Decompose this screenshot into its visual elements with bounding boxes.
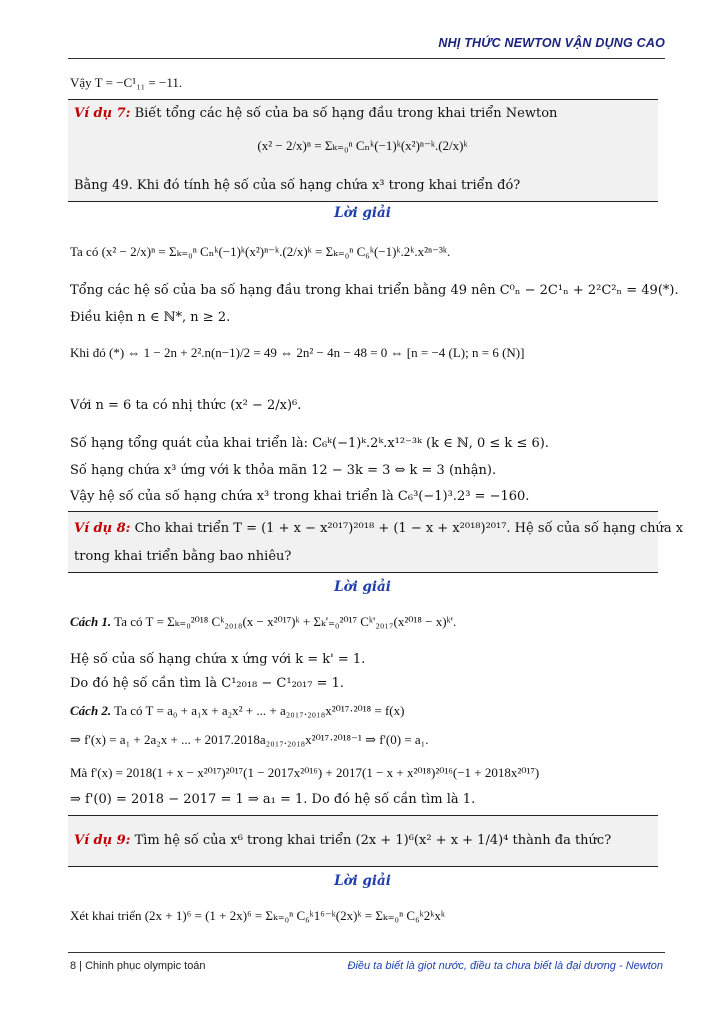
- header-rule: [68, 58, 665, 59]
- text-line: Tổng các hệ số của ba số hạng đầu trong khai triển bằng 49 nên C⁰ₙ − 2C¹ₙ + 2²C²ₙ = 49(*).: [70, 283, 679, 298]
- footer-quote: Điều ta biết là giọt nước, điều ta chưa biết là đại dương - Newton: [347, 960, 663, 972]
- text-line: Số hạng tổng quát của khai triển là: C₆ᵏ(−1)ᵏ.2ᵏ.x¹²⁻³ᵏ (k ∈ ℕ, 0 ≤ k ≤ 6).: [70, 436, 549, 451]
- text-line: Vậy T = −C¹₁₁ = −11.: [70, 75, 183, 90]
- method-2-line: Cách 2. Ta có T = a₀ + a₁x + a₂x² + ... + a₂₀₁₇.₂₀₁₈x²⁰¹⁷·²⁰¹⁸ = f(x): [70, 703, 405, 718]
- text-line: Do đó hệ số cần tìm là C¹₂₀₁₈ − C¹₂₀₁₇ = 1.: [70, 676, 344, 691]
- example-9-box: [68, 815, 658, 867]
- solution-title: Lời giải: [334, 205, 391, 221]
- example-8-box: [68, 511, 684, 573]
- text-line: Với n = 6 ta có nhị thức (x² − 2/x)⁶.: [70, 398, 302, 413]
- method-1-line: Cách 1. Ta có T = Σₖ₌₀²⁰¹⁸ Cᵏ₂₀₁₈(x − x²⁰¹⁷)ᵏ + Σₖ'₌₀²⁰¹⁷ Cᵏ'₂₀₁₇(x²⁰¹⁸ − x)ᵏ'.: [70, 614, 457, 629]
- example-9-statement: Ví dụ 9: Tìm hệ số của x⁶ trong khai triển (2x + 1)⁶(x² + x + 1/4)⁴ thành đa thức?: [74, 833, 612, 848]
- text-line: Xét khai triển (2x + 1)⁶ = (1 + 2x)⁶ = Σₖ₌₀ⁿ C₆ᵏ1⁶⁻ᵏ(2x)ᵏ = Σₖ₌₀ⁿ C₆ᵏ2ᵏxᵏ: [70, 908, 445, 923]
- example-7-formula: (x² − 2/x)ⁿ = Σₖ₌₀ⁿ Cₙᵏ(−1)ᵏ(x²)ⁿ⁻ᵏ.(2/x)ᵏ: [257, 138, 468, 153]
- solution-title: Lời giải: [334, 579, 391, 595]
- text-line: Khi đó (*) ⇔ 1 − 2n + 2².n(n−1)/2 = 49 ⇔ 2n² − 4n − 48 = 0 ⇔ [n = −4 (L); n = 6 (N)]: [70, 345, 525, 360]
- example-7-label: Ví dụ 7:: [74, 106, 131, 121]
- footer-rule: [68, 952, 665, 953]
- example-8-statement-cont: trong khai triển bằng bao nhiêu?: [74, 549, 292, 564]
- example-9-label: Ví dụ 9:: [74, 833, 131, 848]
- text-line: Số hạng chứa x³ ứng với k thỏa mãn 12 − 3k = 3 ⇔ k = 3 (nhận).: [70, 463, 497, 478]
- text-line: Ta có (x² − 2/x)ⁿ = Σₖ₌₀ⁿ Cₙᵏ(−1)ᵏ(x²)ⁿ⁻ᵏ.(2/x)ᵏ = Σₖ₌₀ⁿ C₆ᵏ(−1)ᵏ.2ᵏ.x²ⁿ⁻³ᵏ.: [70, 244, 451, 259]
- running-header: NHỊ THỨC NEWTON VẬN DỤNG CAO: [438, 36, 665, 50]
- method-2-label: Cách 2.: [70, 703, 112, 718]
- example-7-statement: Ví dụ 7: Biết tổng các hệ số của ba số hạng đầu trong khai triển Newton: [74, 106, 558, 121]
- text-line: ⇒ f'(x) = a₁ + 2a₂x + ... + 2017.2018a₂₀₁₇.₂₀₁₈x²⁰¹⁷·²⁰¹⁸⁻¹ ⇒ f'(0) = a₁.: [70, 732, 429, 747]
- text-line: Mà f'(x) = 2018(1 + x − x²⁰¹⁷)²⁰¹⁷(1 − 2017x²⁰¹⁶) + 2017(1 − x + x²⁰¹⁸)²⁰¹⁶(−1 + 2018x²⁰¹⁷): [70, 765, 540, 780]
- example-7-box: [68, 99, 658, 202]
- text-line: Điều kiện n ∈ ℕ*, n ≥ 2.: [70, 310, 231, 325]
- method-1-label: Cách 1.: [70, 614, 112, 629]
- footer-page-info: 8 | Chinh phục olympic toán: [70, 960, 206, 972]
- solution-title: Lời giải: [334, 873, 391, 889]
- example-8-label: Ví dụ 8:: [74, 521, 131, 536]
- example-7-question: Bằng 49. Khi đó tính hệ số của số hạng chứa x³ trong khai triển đó?: [74, 178, 521, 193]
- example-8-statement: Ví dụ 8: Cho khai triển T = (1 + x − x²⁰¹⁷)²⁰¹⁸ + (1 − x + x²⁰¹⁸)²⁰¹⁷. Hệ số của số hạng chứa x: [74, 521, 684, 536]
- text-line: ⇒ f'(0) = 2018 − 2017 = 1 ⇒ a₁ = 1. Do đó hệ số cần tìm là 1.: [70, 792, 476, 807]
- text-line: Vậy hệ số của số hạng chứa x³ trong khai triển là C₆³(−1)³.2³ = −160.: [70, 489, 530, 504]
- text-line: Hệ số của số hạng chứa x ứng với k = k' = 1.: [70, 652, 366, 667]
